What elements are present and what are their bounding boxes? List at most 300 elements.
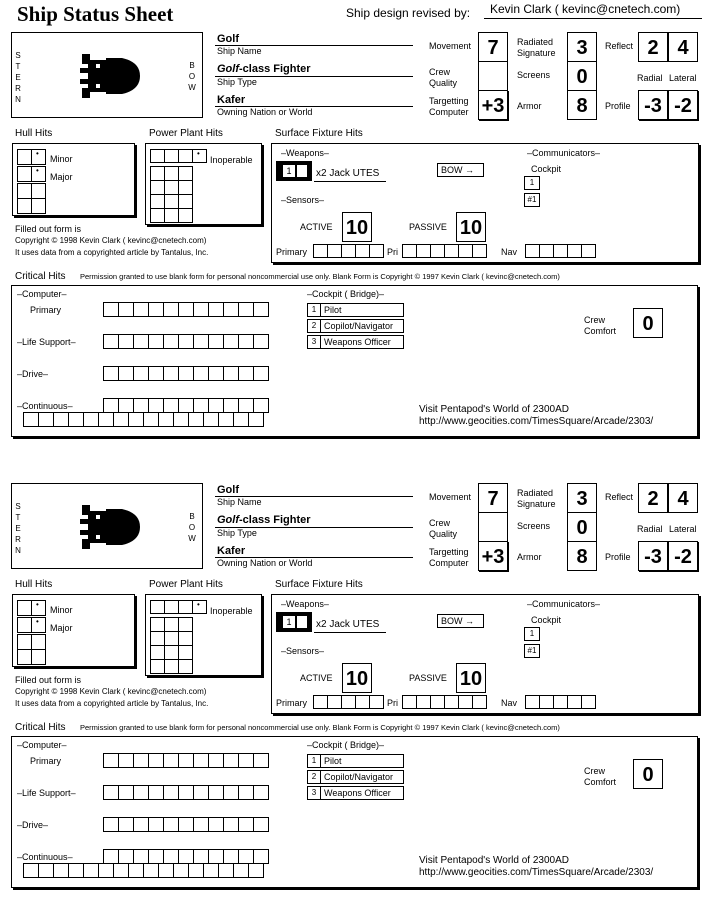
armor-value: 8: [567, 541, 597, 571]
movement-value: 7: [478, 32, 508, 62]
crew-slot[interactable]: 3: [307, 786, 321, 800]
revised-label: Ship design revised by:: [346, 6, 471, 20]
crew-quality-value: [478, 512, 508, 542]
movement-label: Movement: [429, 492, 472, 502]
hull-hit-cell[interactable]: •: [31, 166, 46, 182]
drive-hit-cell[interactable]: [178, 366, 194, 381]
life-support-hit-cell[interactable]: [148, 334, 164, 349]
continuous-hit-cell[interactable]: [103, 849, 119, 864]
continuous-hit-cell[interactable]: [98, 863, 114, 878]
profile-lateral-value: -2: [668, 90, 698, 120]
reflect-label: Reflect: [605, 41, 634, 51]
drive-hit-cell[interactable]: [208, 817, 224, 832]
weapon-name: x2 Jack UTES: [316, 168, 380, 179]
continuous-hit-cell[interactable]: [38, 412, 54, 427]
computer-hit-cell[interactable]: [178, 302, 194, 317]
computer-hit-cell[interactable]: [193, 753, 209, 768]
drive-hit-cell[interactable]: [193, 817, 209, 832]
drive-hit-cell[interactable]: [253, 817, 269, 832]
lateral-label: Lateral: [669, 73, 697, 83]
life-support-hit-cell[interactable]: [223, 785, 239, 800]
primary-label: Primary: [30, 756, 61, 766]
screens-label: Screens: [517, 521, 551, 531]
power-hit-cell[interactable]: [164, 194, 179, 209]
continuous-hit-cell[interactable]: [173, 412, 189, 427]
drive-label: –Drive–: [17, 369, 49, 379]
crew-role[interactable]: Copilot/Navigator: [320, 319, 404, 333]
life-support-hit-cell[interactable]: [103, 334, 119, 349]
crew-comfort-label: Crew Comfort: [584, 766, 617, 787]
sensors-label: –Sensors–: [281, 646, 325, 656]
inoperable-label: Inoperable: [210, 606, 253, 616]
sensor-hit-cell[interactable]: [539, 244, 554, 258]
hull-hit-cell[interactable]: [31, 183, 46, 199]
power-hit-cell[interactable]: [164, 600, 179, 614]
hull-hit-cell[interactable]: •: [31, 600, 46, 616]
sensor-hit-cell[interactable]: [444, 695, 459, 709]
power-hit-cell[interactable]: [150, 149, 165, 163]
continuous-hit-cell[interactable]: [193, 398, 209, 413]
ship-name: Golf: [217, 33, 239, 45]
continuous-hit-cell[interactable]: [238, 849, 254, 864]
hull-hit-cell[interactable]: [31, 649, 46, 665]
computer-hit-cell[interactable]: [178, 753, 194, 768]
computer-hit-cell[interactable]: [253, 302, 269, 317]
continuous-hit-cell[interactable]: [133, 398, 149, 413]
sensor-hit-cell[interactable]: [444, 244, 459, 258]
sensor-hit-cell[interactable]: [553, 695, 568, 709]
life-support-hit-cell[interactable]: [193, 785, 209, 800]
nation-label: Owning Nation or World: [217, 107, 313, 117]
crew-role[interactable]: Pilot: [320, 754, 404, 768]
continuous-hit-cell[interactable]: [248, 863, 264, 878]
continuous-hit-cell[interactable]: [113, 412, 129, 427]
crew-slot[interactable]: 1: [307, 754, 321, 768]
ship-silhouette-icon: [78, 503, 144, 551]
radiated-label: Radiated Signature: [517, 488, 556, 509]
computer-hit-cell[interactable]: [103, 302, 119, 317]
continuous-hit-cell[interactable]: [178, 849, 194, 864]
life-support-hit-cell[interactable]: [238, 785, 254, 800]
weapons-label: –Weapons–: [281, 599, 329, 609]
sensor-hit-cell[interactable]: [416, 244, 431, 258]
computer-hit-cell[interactable]: [133, 753, 149, 768]
power-hit-cell[interactable]: [150, 208, 165, 223]
primary-sensor-label: Primary: [276, 247, 307, 257]
power-hit-cell[interactable]: [150, 194, 165, 209]
power-hit-cell[interactable]: [164, 659, 179, 674]
life-support-hit-cell[interactable]: [208, 334, 224, 349]
continuous-hit-cell[interactable]: [23, 412, 39, 427]
hull-hit-cell[interactable]: •: [31, 617, 46, 633]
visit-text: Visit Pentapod's World of 2300AD: [419, 404, 569, 415]
sensor-hit-cell[interactable]: [341, 244, 356, 258]
life-support-hit-cell[interactable]: [133, 334, 149, 349]
cockpit-bridge-label: –Cockpit ( Bridge)–: [307, 289, 385, 299]
continuous-hit-cell[interactable]: [143, 412, 159, 427]
visit-url[interactable]: http://www.geocities.com/TimesSquare/Arcade/2303/: [419, 416, 654, 427]
continuous-hit-cell[interactable]: [178, 398, 194, 413]
ship-nation: Kafer: [217, 545, 246, 557]
drive-hit-cell[interactable]: [238, 366, 254, 381]
power-hit-cell[interactable]: [164, 631, 179, 646]
computer-hit-cell[interactable]: [148, 753, 164, 768]
continuous-hit-cell[interactable]: [158, 412, 174, 427]
drive-hit-cell[interactable]: [133, 366, 149, 381]
continuous-hit-cell[interactable]: [38, 863, 54, 878]
computer-hit-cell[interactable]: [223, 302, 239, 317]
power-hit-cell[interactable]: [150, 645, 165, 660]
hull-hit-cell[interactable]: [31, 198, 46, 214]
hull-hit-cell[interactable]: [17, 634, 32, 650]
life-support-label: –Life Support–: [17, 788, 76, 798]
life-support-hit-cell[interactable]: [163, 785, 179, 800]
drive-hit-cell[interactable]: [208, 366, 224, 381]
sensor-hit-cell[interactable]: [369, 244, 384, 258]
sensor-hit-cell[interactable]: [402, 695, 417, 709]
radiated-value: 3: [567, 483, 597, 513]
power-hit-cell[interactable]: [150, 600, 165, 614]
drive-hit-cell[interactable]: [118, 366, 134, 381]
active-label: ACTIVE: [300, 673, 333, 683]
sensor-hit-cell[interactable]: [313, 244, 328, 258]
continuous-hit-cell[interactable]: [223, 849, 239, 864]
sensor-hit-cell[interactable]: [581, 244, 596, 258]
ship-silhouette-icon: [78, 52, 144, 100]
weapon-slot[interactable]: 1: [282, 164, 296, 178]
life-support-hit-cell[interactable]: [253, 785, 269, 800]
drive-hit-cell[interactable]: [148, 366, 164, 381]
drive-hit-cell[interactable]: [223, 366, 239, 381]
power-hit-cell[interactable]: [150, 617, 165, 632]
sensor-hit-cell[interactable]: [416, 695, 431, 709]
bow-label: B O W: [188, 61, 196, 92]
drive-hit-cell[interactable]: [103, 366, 119, 381]
life-support-hit-cell[interactable]: [178, 785, 194, 800]
computer-hit-cell[interactable]: [253, 753, 269, 768]
continuous-hit-cell[interactable]: [253, 849, 269, 864]
crew-slot[interactable]: 2: [307, 319, 321, 333]
computer-hit-cell[interactable]: [208, 753, 224, 768]
continuous-hit-cell[interactable]: [83, 863, 99, 878]
weapon-slot[interactable]: 1: [282, 615, 296, 629]
continuous-hit-cell[interactable]: [118, 398, 134, 413]
continuous-hit-cell[interactable]: [103, 398, 119, 413]
continuous-hit-cell[interactable]: [188, 412, 204, 427]
pri-sensor-label: Pri: [387, 698, 398, 708]
hull-hit-cell[interactable]: [17, 166, 32, 182]
comm-slot[interactable]: 1: [524, 627, 540, 641]
continuous-hit-cell[interactable]: [128, 863, 144, 878]
hull-major-label: Major: [50, 623, 73, 633]
passive-label: PASSIVE: [409, 673, 447, 683]
continuous-hit-cell[interactable]: [203, 412, 219, 427]
sensor-hit-cell[interactable]: [313, 695, 328, 709]
sensor-hit-cell[interactable]: [525, 244, 540, 258]
sensor-hit-cell[interactable]: [430, 244, 445, 258]
hull-hit-cell[interactable]: •: [31, 149, 46, 165]
sensor-hit-cell[interactable]: [581, 695, 596, 709]
crew-slot[interactable]: 1: [307, 303, 321, 317]
power-hit-cell[interactable]: [164, 645, 179, 660]
continuous-hit-cell[interactable]: [113, 863, 129, 878]
power-hit-cell[interactable]: [150, 631, 165, 646]
targeting-value: +3: [478, 541, 508, 571]
continuous-hit-cell[interactable]: [193, 849, 209, 864]
sensor-hit-cell[interactable]: [327, 695, 342, 709]
sensor-hit-cell[interactable]: [327, 244, 342, 258]
power-hit-cell[interactable]: [178, 631, 193, 646]
sensor-hit-cell[interactable]: [472, 244, 487, 258]
hull-hit-cell[interactable]: [31, 634, 46, 650]
power-hit-cell[interactable]: [150, 180, 165, 195]
continuous-hit-cell[interactable]: [203, 863, 219, 878]
drive-hit-cell[interactable]: [223, 817, 239, 832]
profile-label: Profile: [605, 101, 631, 111]
comm-cockpit-label: Cockpit: [531, 164, 562, 174]
power-hit-cell[interactable]: [178, 659, 193, 674]
weapon-slot[interactable]: [296, 164, 308, 178]
continuous-hit-cell[interactable]: [158, 863, 174, 878]
power-hit-cell[interactable]: [178, 208, 193, 223]
surface-fixture-label: Surface Fixture Hits: [275, 579, 363, 590]
filled-note: Filled out form is: [15, 224, 82, 234]
life-support-hit-cell[interactable]: [148, 785, 164, 800]
drive-hit-cell[interactable]: [148, 817, 164, 832]
computer-hit-cell[interactable]: [208, 302, 224, 317]
continuous-hit-cell[interactable]: [188, 863, 204, 878]
continuous-hit-cell[interactable]: [23, 863, 39, 878]
computer-hit-cell[interactable]: [103, 753, 119, 768]
life-support-hit-cell[interactable]: [208, 785, 224, 800]
nation-label: Owning Nation or World: [217, 558, 313, 568]
crew-role[interactable]: Weapons Officer: [320, 335, 404, 349]
continuous-hit-cell[interactable]: [148, 849, 164, 864]
continuous-hit-cell[interactable]: [118, 849, 134, 864]
life-support-hit-cell[interactable]: [103, 785, 119, 800]
continuous-hit-cell[interactable]: [163, 849, 179, 864]
visit-url[interactable]: http://www.geocities.com/TimesSquare/Arcade/2303/: [419, 867, 654, 878]
bow-label: B O W: [188, 512, 196, 543]
comm-slot[interactable]: #1: [524, 644, 540, 658]
continuous-label: –Continuous–: [17, 852, 73, 862]
ship-nation: Kafer: [217, 94, 246, 106]
life-support-hit-cell[interactable]: [163, 334, 179, 349]
continuous-hit-cell[interactable]: [208, 398, 224, 413]
primary-label: Primary: [30, 305, 61, 315]
hull-hit-cell[interactable]: [17, 617, 32, 633]
ship-type-label: Ship Type: [217, 528, 257, 538]
stern-label: S T E R N: [15, 502, 21, 555]
sensor-hit-cell[interactable]: [458, 695, 473, 709]
passive-label: PASSIVE: [409, 222, 447, 232]
life-support-hit-cell[interactable]: [133, 785, 149, 800]
sensor-hit-cell[interactable]: [458, 244, 473, 258]
computer-hit-cell[interactable]: [238, 753, 254, 768]
power-hit-cell[interactable]: [178, 645, 193, 660]
active-sensor-value: 10: [342, 212, 372, 242]
hull-hit-cell[interactable]: [17, 198, 32, 214]
power-hit-cell[interactable]: [164, 149, 179, 163]
ship-name-label: Ship Name: [217, 46, 262, 56]
bow-arrow-box: BOW →: [437, 163, 484, 177]
drive-hit-cell[interactable]: [163, 817, 179, 832]
continuous-hit-cell[interactable]: [248, 412, 264, 427]
life-support-hit-cell[interactable]: [193, 334, 209, 349]
computer-hit-cell[interactable]: [118, 753, 134, 768]
computer-hit-cell[interactable]: [163, 753, 179, 768]
power-hit-cell[interactable]: [178, 194, 193, 209]
crew-role[interactable]: Copilot/Navigator: [320, 770, 404, 784]
sensor-hit-cell[interactable]: [567, 244, 582, 258]
power-hit-cell[interactable]: [150, 659, 165, 674]
life-support-hit-cell[interactable]: [253, 334, 269, 349]
crew-role[interactable]: Pilot: [320, 303, 404, 317]
active-sensor-value: 10: [342, 663, 372, 693]
computer-hit-cell[interactable]: [223, 753, 239, 768]
computer-hit-cell[interactable]: [133, 302, 149, 317]
sensor-hit-cell[interactable]: [355, 244, 370, 258]
crew-comfort-value: 0: [633, 308, 663, 338]
power-hit-cell[interactable]: [178, 180, 193, 195]
pri-sensor-label: Pri: [387, 247, 398, 257]
crew-quality-label: Crew Quality: [429, 518, 458, 539]
crew-slot[interactable]: 3: [307, 335, 321, 349]
computer-hit-cell[interactable]: [118, 302, 134, 317]
radiated-label: Radiated Signature: [517, 37, 556, 58]
hull-hit-cell[interactable]: [17, 649, 32, 665]
continuous-hit-cell[interactable]: [83, 412, 99, 427]
sensor-hit-cell[interactable]: [355, 695, 370, 709]
drive-hit-cell[interactable]: [163, 366, 179, 381]
continuous-hit-cell[interactable]: [173, 863, 189, 878]
bow-arrow-box: BOW →: [437, 614, 484, 628]
sensor-hit-cell[interactable]: [402, 244, 417, 258]
drive-hit-cell[interactable]: [253, 366, 269, 381]
crew-role[interactable]: Weapons Officer: [320, 786, 404, 800]
continuous-hit-cell[interactable]: [253, 398, 269, 413]
drive-hit-cell[interactable]: [238, 817, 254, 832]
radial-label: Radial: [637, 73, 663, 83]
weapon-name: x2 Jack UTES: [316, 619, 380, 630]
permission-note: Permission granted to use blank form for personal noncommercial use only. Blank Form is Copyright © 1997 Kevin Clark ( kevinc@cnetech.com): [80, 723, 560, 732]
power-hit-cell[interactable]: [178, 600, 193, 614]
computer-hit-cell[interactable]: [163, 302, 179, 317]
sensor-hit-cell[interactable]: [430, 695, 445, 709]
continuous-hit-cell[interactable]: [53, 863, 69, 878]
continuous-hit-cell[interactable]: [218, 863, 234, 878]
comm-slot[interactable]: #1: [524, 193, 540, 207]
power-hit-cell[interactable]: [178, 617, 193, 632]
power-hit-cell[interactable]: [164, 208, 179, 223]
sensor-hit-cell[interactable]: [553, 244, 568, 258]
drive-hit-cell[interactable]: [133, 817, 149, 832]
power-plant-label: Power Plant Hits: [149, 579, 223, 590]
continuous-hit-cell[interactable]: [98, 412, 114, 427]
life-support-hit-cell[interactable]: [178, 334, 194, 349]
power-hit-cell[interactable]: •: [192, 600, 207, 614]
sensor-hit-cell[interactable]: [567, 695, 582, 709]
life-support-hit-cell[interactable]: [223, 334, 239, 349]
sensors-label: –Sensors–: [281, 195, 325, 205]
hull-hit-cell[interactable]: [17, 149, 32, 165]
critical-hits-label: Critical Hits: [15, 722, 66, 733]
hull-minor-label: Minor: [50, 154, 73, 164]
comm-slot[interactable]: 1: [524, 176, 540, 190]
hull-hits-label: Hull Hits: [15, 579, 53, 590]
continuous-hit-cell[interactable]: [133, 849, 149, 864]
power-hit-cell[interactable]: [164, 180, 179, 195]
power-hit-cell[interactable]: [178, 166, 193, 181]
life-support-hit-cell[interactable]: [238, 334, 254, 349]
sensor-hit-cell[interactable]: [472, 695, 487, 709]
continuous-hit-cell[interactable]: [223, 398, 239, 413]
armor-label: Armor: [517, 552, 542, 562]
copyright-note: Copyright © 1998 Kevin Clark ( kevinc@cnetech.com): [15, 687, 207, 696]
power-hit-cell[interactable]: [150, 166, 165, 181]
continuous-hit-cell[interactable]: [233, 863, 249, 878]
continuous-hit-cell[interactable]: [218, 412, 234, 427]
crew-quality-label: Crew Quality: [429, 67, 458, 88]
drive-hit-cell[interactable]: [193, 366, 209, 381]
continuous-hit-cell[interactable]: [148, 398, 164, 413]
communicators-label: –Communicators–: [527, 148, 601, 158]
sensor-hit-cell[interactable]: [341, 695, 356, 709]
hull-hit-cell[interactable]: [17, 183, 32, 199]
continuous-hit-cell[interactable]: [208, 849, 224, 864]
continuous-hit-cell[interactable]: [128, 412, 144, 427]
movement-label: Movement: [429, 41, 472, 51]
life-support-hit-cell[interactable]: [118, 334, 134, 349]
power-hit-cell[interactable]: [164, 166, 179, 181]
radiated-value: 3: [567, 32, 597, 62]
profile-lateral-value: -2: [668, 541, 698, 571]
power-plant-label: Power Plant Hits: [149, 128, 223, 139]
sensor-hit-cell[interactable]: [525, 695, 540, 709]
drive-hit-cell[interactable]: [103, 817, 119, 832]
sensor-hit-cell[interactable]: [369, 695, 384, 709]
sensor-hit-cell[interactable]: [539, 695, 554, 709]
life-support-hit-cell[interactable]: [118, 785, 134, 800]
power-hit-cell[interactable]: [178, 149, 193, 163]
continuous-hit-cell[interactable]: [143, 863, 159, 878]
screens-value: 0: [567, 512, 597, 542]
drive-hit-cell[interactable]: [178, 817, 194, 832]
passive-sensor-value: 10: [456, 212, 486, 242]
computer-label: –Computer–: [17, 289, 67, 299]
hull-hit-cell[interactable]: [17, 600, 32, 616]
continuous-hit-cell[interactable]: [68, 412, 84, 427]
continuous-hit-cell[interactable]: [53, 412, 69, 427]
computer-hit-cell[interactable]: [148, 302, 164, 317]
reflect-radial-value: 2: [638, 32, 668, 62]
continuous-hit-cell[interactable]: [238, 398, 254, 413]
weapon-slot[interactable]: [296, 615, 308, 629]
cockpit-bridge-label: –Cockpit ( Bridge)–: [307, 740, 385, 750]
communicators-label: –Communicators–: [527, 599, 601, 609]
power-hit-cell[interactable]: •: [192, 149, 207, 163]
continuous-hit-cell[interactable]: [163, 398, 179, 413]
drive-hit-cell[interactable]: [118, 817, 134, 832]
power-hit-cell[interactable]: [164, 617, 179, 632]
crew-slot[interactable]: 2: [307, 770, 321, 784]
computer-hit-cell[interactable]: [193, 302, 209, 317]
continuous-hit-cell[interactable]: [68, 863, 84, 878]
profile-radial-value: -3: [638, 541, 668, 571]
computer-hit-cell[interactable]: [238, 302, 254, 317]
continuous-hit-cell[interactable]: [233, 412, 249, 427]
primary-sensor-label: Primary: [276, 698, 307, 708]
